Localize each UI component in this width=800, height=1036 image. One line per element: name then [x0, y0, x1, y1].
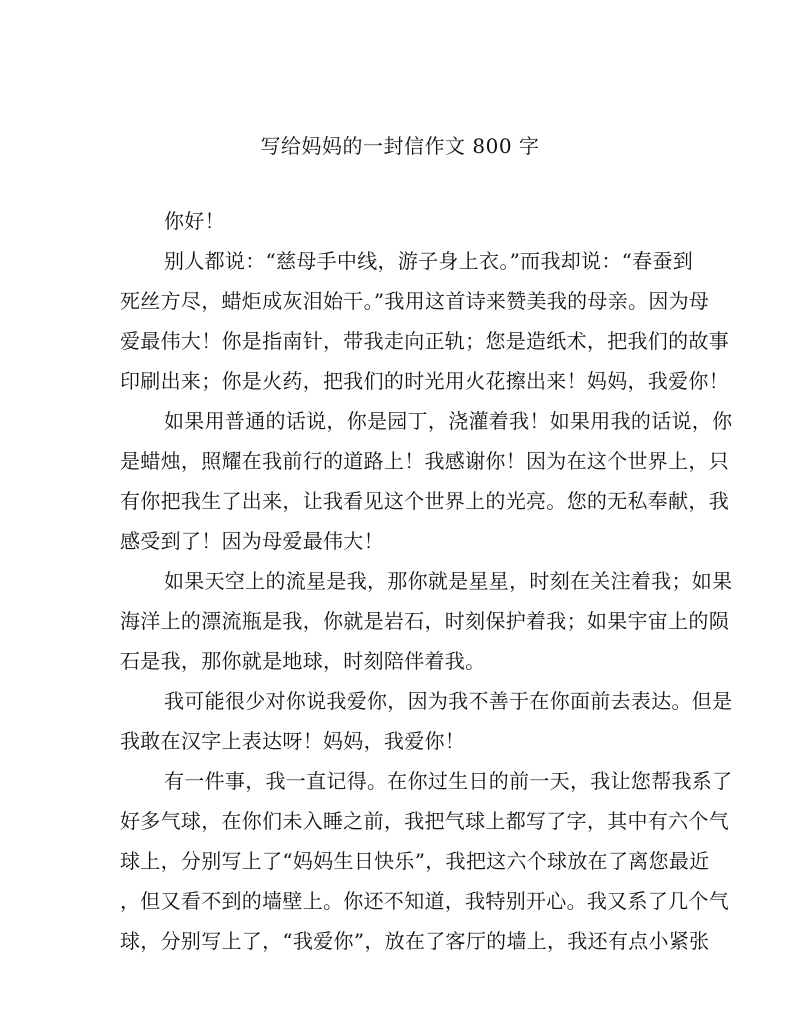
text-line: 别人都说：“慈母手中线，游子身上衣。”而我却说：“春蚕到: [164, 249, 694, 273]
text-line: 是蜡烛，照耀在我前行的道路上！我感谢你！因为在这个世界上，只: [120, 449, 729, 473]
text-line: 如果天空上的流星是我，那你就是星星，时刻在关注着我；如果: [164, 569, 733, 593]
text-line: 有你把我生了出来，让我看见这个世界上的光亮。您的无私奉献，我: [120, 489, 729, 513]
text-line: 有一件事，我一直记得。在你过生日的前一天，我让您帮我系了: [164, 769, 733, 793]
text-line: 海洋上的漂流瓶是我，你就是岩石，时刻保护着我；如果宇宙上的陨: [120, 609, 729, 633]
text-line: 我可能很少对你说我爱你，因为我不善于在你面前去表达。但是: [164, 689, 733, 713]
text-line: 你好！: [164, 209, 225, 233]
text-line: 球上，分别写上了“妈妈生日快乐”，我把这六个球放在了离您最近: [120, 849, 710, 873]
text-line: 好多气球，在你们未入睡之前，我把气球上都写了字，其中有六个气: [120, 809, 729, 833]
text-line: 爱最伟大！你是指南针，带我走向正轨；您是造纸术，把我们的故事: [120, 329, 729, 353]
text-line: 印刷出来；你是火药，把我们的时光用火花擦出来！妈妈，我爱你！: [120, 369, 729, 393]
document-title: 写给妈妈的一封信作文 800 字: [260, 134, 540, 158]
text-line: 我敢在汉字上表达呀！妈妈，我爱你！: [120, 729, 466, 753]
text-line: 石是我，那你就是地球，时刻陪伴着我。: [120, 649, 486, 673]
text-line: ，但又看不到的墙壁上。你还不知道，我特别开心。我又系了几个气: [120, 889, 729, 913]
text-line: 球，分别写上了，“我爱你”，放在了客厅的墙上，我还有点小紧张: [120, 929, 710, 953]
text-line: 死丝方尽，蜡炬成灰泪始干。”我用这首诗来赞美我的母亲。因为母: [120, 289, 710, 313]
text-line: 感受到了！因为母爱最伟大！: [120, 529, 384, 553]
text-line: 如果用普通的话说，你是园丁，浇灌着我！如果用我的话说，你: [164, 409, 733, 433]
